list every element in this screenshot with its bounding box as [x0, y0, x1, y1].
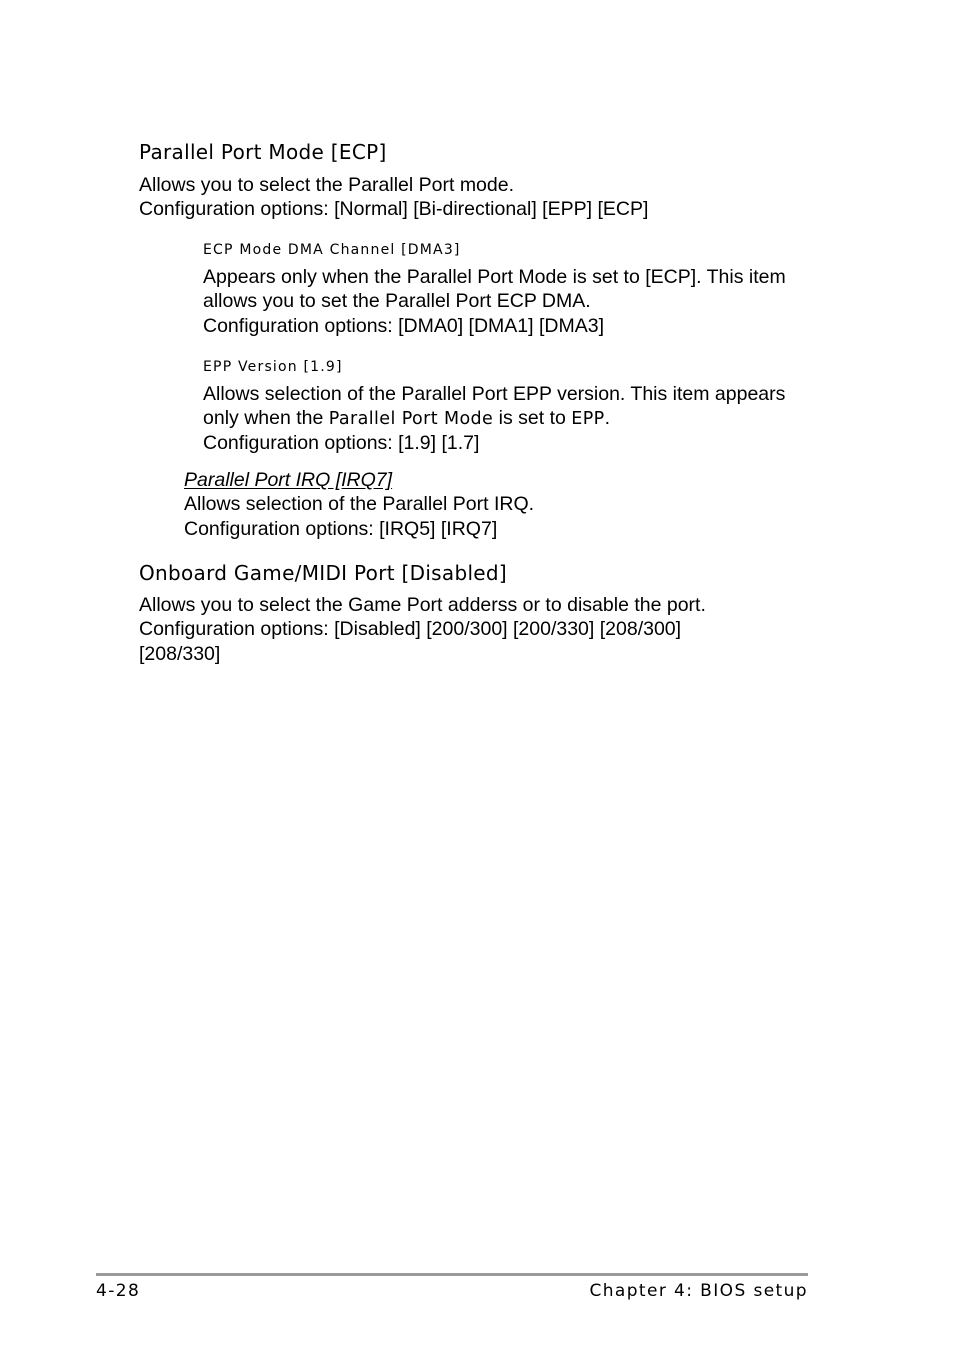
parallel-port-irq-options: Configuration options: [IRQ5] [IRQ7] [184, 517, 498, 540]
footer-divider [96, 1273, 808, 1276]
ecp-mode-dma-desc-line: allows you to set the Parallel Port ECP DMA. [203, 290, 591, 313]
onboard-game-midi-desc-line: Allows you to select the Game Port adderss or to disable the port. [139, 594, 706, 616]
onboard-game-midi-options: Configuration options: [Disabled] [200/300] [200/330] [208/300] [139, 618, 682, 641]
onboard-game-midi-heading: Onboard Game/MIDI Port [Disabled] [139, 561, 508, 585]
page-number: 4-28 [96, 1281, 141, 1301]
onboard-game-midi-description [139, 593, 706, 666]
chapter-title: Chapter 4: BIOS setup [589, 1281, 808, 1301]
ecp-mode-dma-options: Configuration options: [DMA0] [DMA1] [DMA3] [203, 314, 604, 337]
parallel-port-mode-desc-line: Allows you to select the Parallel Port mode. [139, 174, 515, 196]
ecp-mode-dma-description [203, 265, 786, 338]
parallel-port-irq-heading: Parallel Port IRQ [IRQ7] [184, 469, 393, 491]
onboard-game-midi-options: [208/330] [139, 642, 221, 665]
parallel-port-mode-options: Configuration options: [Normal] [Bi-directional] [EPP] [ECP] [139, 198, 649, 221]
epp-reference: EPP [571, 409, 605, 430]
epp-version-options: Configuration options: [1.9] [1.7] [203, 431, 480, 454]
epp-version-mid: is set to [493, 407, 572, 430]
epp-version-suffix: . [604, 407, 611, 430]
parallel-port-mode-description [139, 173, 648, 222]
epp-version-description [203, 382, 785, 455]
epp-version-prefix: only when the [203, 407, 329, 430]
parallel-port-irq-block [184, 468, 534, 541]
epp-version-heading: EPP Version [1.9] [203, 359, 343, 375]
parallel-port-mode-heading: Parallel Port Mode [ECP] [139, 140, 387, 164]
ecp-mode-dma-heading: ECP Mode DMA Channel [DMA3] [203, 242, 461, 258]
ecp-mode-dma-desc-line: Appears only when the Parallel Port Mode is set to [ECP]. This item [203, 266, 786, 288]
parallel-port-mode-reference: Parallel Port Mode [328, 409, 494, 430]
epp-version-desc-line: Allows selection of the Parallel Port EPP version. This item appears [203, 383, 786, 405]
epp-version-desc-line [203, 406, 785, 430]
parallel-port-irq-desc-line: Allows selection of the Parallel Port IRQ. [184, 493, 535, 516]
